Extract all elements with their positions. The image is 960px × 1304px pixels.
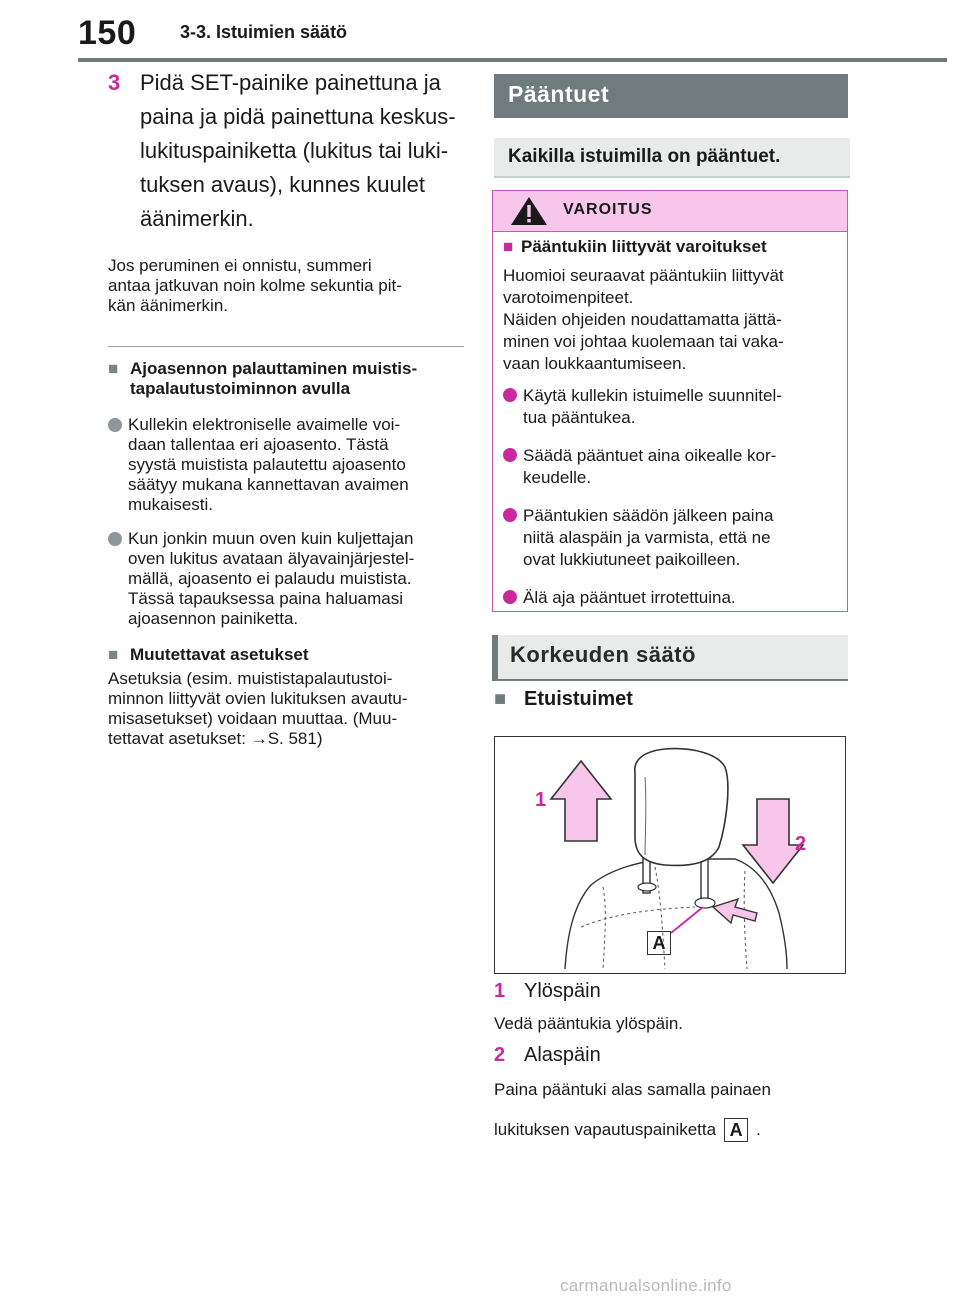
bullet-dot-icon [108, 532, 122, 546]
step-number: 3 [108, 70, 121, 95]
description-text: lukituksen vapautuspainiketta [494, 1120, 717, 1139]
note-line: kän äänimerkin. [108, 296, 229, 315]
bullet-line: daan tallentaa eri ajoasento. Tästä [128, 435, 389, 454]
intro-line: Huomioi seuraavat pääntukiin liittyvät [503, 266, 784, 285]
bullet-line: syystä muistista palautettu ajoasento [128, 455, 406, 474]
step-1 [494, 980, 601, 1003]
step-line: tuksen avaus), kunnes kuulet [140, 172, 425, 197]
bullet-line: keudelle. [523, 468, 592, 487]
left-column [108, 66, 464, 749]
bullet-line: Kun jonkin muun oven kuin kuljettajan [128, 529, 414, 548]
bullet-line: ajoasennon painiketta. [128, 609, 299, 628]
bullet-dot-icon [503, 448, 517, 462]
custom-line: Asetuksia (esim. muististapalautustoi- [108, 669, 393, 688]
header-rule [78, 58, 947, 62]
heading-text: Muutettavat asetukset [130, 645, 309, 664]
warning-heading [503, 237, 839, 257]
warning-intro [503, 265, 839, 375]
bullet-line: mällä, ajoasento ei palaudu muistista. [128, 569, 412, 588]
section-title: 3-3. Istuimien säätö [180, 22, 348, 42]
bullet-line: tua pääntukea. [523, 408, 636, 427]
bullet-dot-icon [503, 388, 517, 402]
step-label: Ylöspäin [524, 980, 601, 1002]
custom-text [108, 669, 464, 749]
front-seats-heading [494, 688, 633, 711]
warning-item [503, 385, 839, 429]
heading-accent [492, 635, 498, 679]
bullet-line: mukaisesti. [128, 495, 214, 514]
bullet-line: Älä aja pääntuet irrotettuina. [523, 588, 736, 607]
warning-item [503, 445, 839, 489]
step-2-description-cont [494, 1118, 761, 1142]
step-2-description: Paina pääntuki alas samalla painaen [494, 1080, 771, 1099]
heading-text: Pääntukiin liittyvät varoitukset [521, 237, 767, 256]
custom-heading [108, 645, 464, 665]
step-number: 2 [494, 1044, 506, 1066]
headrests-title: Pääntuet [494, 74, 848, 118]
square-bullet-icon: ■ [108, 645, 119, 664]
note-line: Jos peruminen ei onnistu, summeri [108, 256, 372, 275]
page-number: 150 [78, 14, 137, 52]
step-1-description: Vedä pääntukia ylöspäin. [494, 1014, 684, 1033]
figure-label-2: 2 [795, 833, 807, 855]
custom-line: misasetukset) voidaan muuttaa. (Muu- [108, 709, 398, 728]
description-text: . [756, 1120, 761, 1139]
height-adjust-heading [492, 635, 848, 681]
square-bullet-icon: ■ [494, 688, 507, 710]
bullet-dot-icon [503, 590, 517, 604]
note-line: antaa jatkuvan noin kolme sekuntia pit- [108, 276, 402, 295]
bullet-line: Säädä pääntuet aina oikealle kor- [523, 446, 777, 465]
bullet-dot-icon [503, 508, 517, 522]
bullet-line: oven lukitus avataan älyavainjärjestel- [128, 549, 415, 568]
bullet-line: Käytä kullekin istuimelle suunnitel- [523, 386, 782, 405]
warning-body [503, 237, 839, 609]
bullet-line: niitä alaspäin ja varmista, että ne [523, 528, 771, 547]
warning-title: VAROITUS [563, 201, 653, 218]
up-arrow-icon [551, 761, 611, 841]
bullet-line: Tässä tapauksessa paina haluamasi [128, 589, 403, 608]
bullet-dot-icon [108, 418, 122, 432]
custom-line: minnon liittyvät ovien lukituksen avautu- [108, 689, 408, 708]
memory-heading [108, 359, 464, 399]
warning-item [503, 587, 839, 609]
square-bullet-icon: ■ [108, 359, 119, 378]
down-arrow-icon [743, 799, 803, 883]
step-number: 1 [494, 980, 506, 1002]
bullet-line: säätyy mukana kannettavan avaimen [128, 475, 409, 494]
step-3 [108, 66, 464, 236]
warning-box [492, 190, 848, 612]
intro-line: varotoimenpiteet. [503, 288, 634, 307]
label-a-box: A [724, 1118, 748, 1142]
step-line: paina ja pidä painettuna keskus- [140, 104, 456, 129]
step-line: Pidä SET-painike painettuna ja [140, 70, 441, 95]
watermark: carmanualsonline.info [560, 1276, 732, 1295]
bullet-line: Pääntukien säädön jälkeen paina [523, 506, 774, 525]
intro-line: minen voi johtaa kuolemaan tai vaka- [503, 332, 784, 351]
step-2 [494, 1044, 601, 1067]
headrests-subtitle: Kaikilla istuimilla on pääntuet. [494, 138, 850, 178]
warning-triangle-icon [509, 195, 549, 227]
warning-item [503, 505, 839, 571]
heading-line: Ajoasennon palauttaminen muistis- [130, 359, 418, 378]
step-line: äänimerkin. [140, 206, 254, 231]
heading-text: Etuistuimet [524, 688, 633, 710]
list-item [108, 415, 464, 515]
release-button-arrow-icon [713, 899, 757, 923]
step-note [108, 256, 464, 316]
step-label: Alaspäin [524, 1044, 601, 1066]
page-reference-link[interactable]: tettavat asetukset: →S. 581) [108, 729, 323, 748]
height-adjust-title: Korkeuden säätö [510, 642, 696, 667]
figure-label-a: A [647, 931, 671, 955]
square-bullet-icon: ■ [503, 237, 514, 256]
headrest-illustration [494, 736, 846, 974]
divider [108, 346, 464, 347]
heading-line: tapalautustoiminnon avulla [130, 379, 351, 398]
warning-header [493, 191, 847, 232]
step-line: lukituspainiketta (lukitus tai luki- [140, 138, 449, 163]
bullet-line: ovat lukkiutuneet paikoilleen. [523, 550, 741, 569]
bullet-line: Kullekin elektroniselle avaimelle voi- [128, 415, 401, 434]
figure-label-1: 1 [535, 789, 547, 811]
intro-line: vaan loukkaantumiseen. [503, 354, 687, 373]
intro-line: Näiden ohjeiden noudattamatta jättä- [503, 310, 782, 329]
list-item [108, 529, 464, 629]
step-text [140, 66, 464, 236]
